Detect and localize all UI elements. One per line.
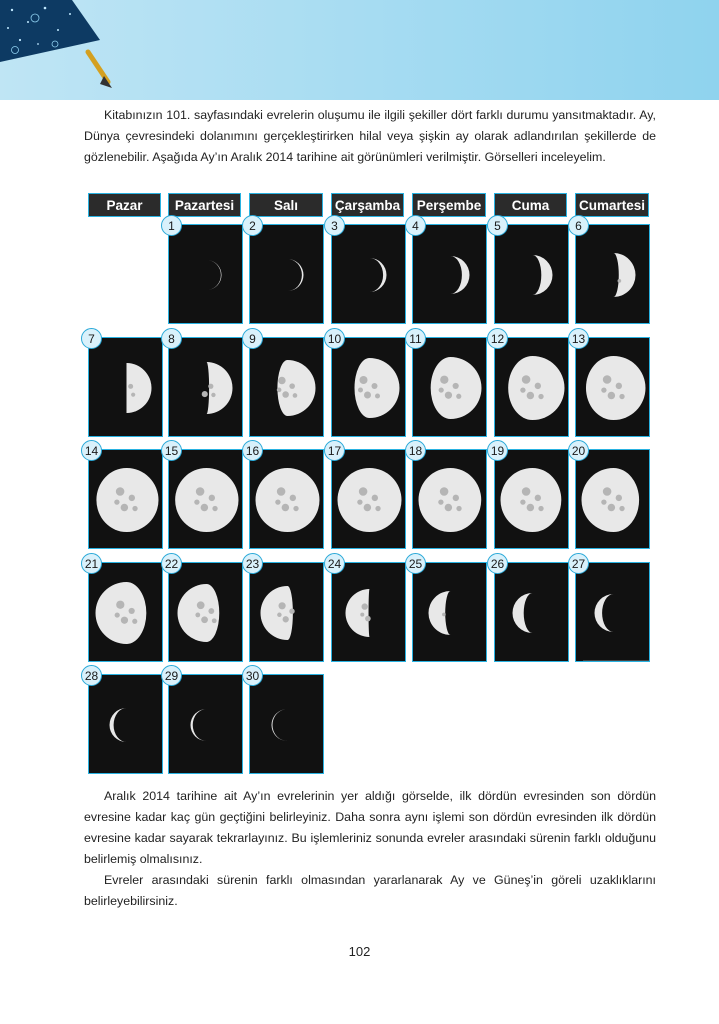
day-number-badge: 7 <box>81 328 102 349</box>
moon-lit-portion <box>272 709 288 741</box>
moon-crater <box>440 487 449 496</box>
moon-day-cell <box>88 331 163 437</box>
moon-crater <box>201 616 208 623</box>
moon-phase-icon <box>250 450 324 549</box>
moon-lit-portion <box>586 356 646 420</box>
weekday-wednesday: Çarşamba <box>331 193 404 217</box>
moon-crater <box>282 504 289 511</box>
moon-photo-frame <box>88 449 163 549</box>
moon-crater <box>359 487 368 496</box>
moon-photo-frame <box>168 337 243 437</box>
moon-lit-portion <box>419 468 482 532</box>
moon-crater <box>440 376 448 384</box>
moon-day-cell <box>164 443 243 549</box>
moon-phase-icon <box>576 450 650 549</box>
day-number-badge: 26 <box>487 553 508 574</box>
moon-phase-icon <box>169 338 243 437</box>
moon-phase-icon <box>89 338 163 437</box>
moon-day-cell <box>168 331 243 437</box>
moon-crater <box>601 499 606 504</box>
day-number-badge: 13 <box>568 328 589 349</box>
moon-phase-icon <box>495 225 569 324</box>
moon-crater <box>196 487 205 496</box>
moon-photo-frame <box>249 337 324 437</box>
day-number-badge: 25 <box>405 553 426 574</box>
moon-lit-portion <box>96 468 158 532</box>
bottom-paragraph-1: Aralık 2014 tarihine ait Ay’ın evrelerinin yer aldığı görselde, ilk dördün evresinden son dördün evresine kadar kaç gün geçtiğini belirleyiniz. Daha sonra aynı işlemi son dördün evresinden ilk dördün evresine kadar sayarak tekrarlayınız. Bu işlemleriniz sonunda evreler arasındaki sürenin farklı olduğunu belirlemiş olmalısınız. <box>84 789 656 866</box>
moon-photo-frame <box>249 449 324 549</box>
moon-photo-frame <box>331 337 406 437</box>
moon-day-cell <box>168 218 243 324</box>
moon-crater <box>357 499 362 504</box>
moon-lit-portion <box>582 468 640 532</box>
moon-photo-frame <box>412 449 487 549</box>
day-number-badge: 19 <box>487 440 508 461</box>
day-number-badge: 22 <box>161 553 182 574</box>
moon-day-cell <box>84 443 163 549</box>
moon-photo-frame <box>168 562 243 662</box>
moon-crater <box>608 392 615 399</box>
weekday-header <box>0 193 719 219</box>
moon-crater <box>129 608 135 614</box>
moon-lit-portion <box>614 253 636 297</box>
day-number-badge: 24 <box>324 553 345 574</box>
moon-lit-portion <box>175 468 238 532</box>
moon-phase-icon <box>89 563 163 662</box>
moon-phase-icon <box>169 563 243 662</box>
moon-photo-frame <box>575 562 650 662</box>
moon-lit-portion <box>96 582 147 644</box>
moon-day-cell <box>164 556 243 662</box>
moon-crater <box>520 499 525 504</box>
moon-phase-icon <box>495 563 569 662</box>
moon-crater <box>535 383 541 389</box>
day-number-badge: 29 <box>161 665 182 686</box>
moon-crater <box>289 609 294 614</box>
moon-lit-portion <box>288 259 304 291</box>
moon-day-cell <box>408 443 487 549</box>
moon-crater <box>290 495 296 501</box>
moon-crater <box>538 506 543 511</box>
moon-day-cell <box>245 556 324 662</box>
weekday-monday: Pazartesi <box>168 193 241 217</box>
moon-photo-frame <box>88 562 163 662</box>
moon-phase-icon <box>413 563 487 662</box>
moon-crater <box>438 499 443 504</box>
moon-photo-frame <box>331 449 406 549</box>
moon-crater <box>202 391 208 397</box>
moon-phase-icon <box>576 338 650 437</box>
moon-photo-frame <box>575 337 650 437</box>
moon-day-cell <box>408 556 487 662</box>
moon-photo-frame <box>494 224 569 324</box>
moon-day-cell <box>327 443 406 549</box>
moon-crater <box>619 394 624 399</box>
moon-crater <box>601 387 606 392</box>
moon-crater <box>527 504 534 511</box>
moon-crater <box>121 504 128 511</box>
moon-lit-portion <box>501 468 562 532</box>
moon-crater <box>279 602 286 609</box>
moon-crater <box>116 601 124 609</box>
day-number-badge: 9 <box>242 328 263 349</box>
moon-crater <box>277 487 286 496</box>
moon-crater <box>364 392 371 399</box>
moon-phase-icon <box>413 225 487 324</box>
moon-phase-icon <box>332 450 406 549</box>
moon-crater <box>365 616 371 622</box>
moon-photo-frame <box>168 224 243 324</box>
moon-crater <box>372 383 378 389</box>
weekday-saturday: Cumartesi <box>575 193 649 217</box>
moon-crater <box>197 601 205 609</box>
weekday-sunday: Pazar <box>88 193 161 217</box>
bottom-text <box>84 786 656 912</box>
moon-day-cell <box>494 218 569 324</box>
moon-crater <box>208 384 213 389</box>
moon-crater <box>195 613 200 618</box>
day-number-badge: 2 <box>242 215 263 236</box>
moon-crater <box>211 393 215 397</box>
moon-crater <box>131 393 135 397</box>
day-number-badge: 28 <box>81 665 102 686</box>
moon-crater <box>453 495 459 501</box>
moon-phase-icon <box>169 450 243 549</box>
moon-day-cell <box>409 331 487 437</box>
moon-phase-icon <box>169 225 243 324</box>
moon-photo-frame <box>88 674 163 774</box>
moon-crater <box>603 375 612 384</box>
moon-crater <box>114 499 119 504</box>
moon-phase-icon <box>250 338 324 437</box>
moon-day-cell <box>571 443 650 549</box>
moon-crater <box>362 603 368 609</box>
moon-photo-frame <box>331 224 406 324</box>
moon-photo-frame <box>331 562 406 662</box>
moon-lit-portion <box>207 260 222 290</box>
moon-day-cell <box>571 556 650 662</box>
moon-photo-frame <box>494 337 569 437</box>
divider-line <box>583 660 649 661</box>
moon-crater <box>445 504 452 511</box>
moon-phase-icon <box>413 338 487 437</box>
moon-crater <box>616 383 622 389</box>
moon-crater <box>453 383 459 389</box>
intro-paragraph: Kitabınızın 101. sayfasındaki evrelerin oluşumu ile ilgili şekiller dört farklı durumu yansıtmaktadır. Ay, Dünya çevresindeki dolanımını gerçekleştirirken hilal veya şişkin ay olarak adlandırılan şekillerde de gözlenebilir. Aşağıda Ay’ın Aralık 2014 tarihine ait görünümleri verilmiştir. Görselleri inceleyelim. <box>84 108 656 164</box>
moon-photo-frame <box>412 562 487 662</box>
moon-photo-frame <box>249 562 324 662</box>
day-number-badge: 17 <box>324 440 345 461</box>
moon-crater <box>442 613 446 617</box>
bottom-paragraph-2: Evreler arasındaki sürenin farklı olmasından yararlanarak Ay ve Güneş’in göreli uzaklıklarını belirleyebilirsiniz. <box>84 873 656 908</box>
moon-crater <box>277 388 282 393</box>
moon-phase-icon <box>413 450 487 549</box>
moon-crater <box>538 394 543 399</box>
moon-crater <box>364 504 371 511</box>
moon-lit-portion <box>261 586 293 640</box>
moon-crater <box>358 388 363 393</box>
page-banner <box>0 0 719 100</box>
moon-lit-portion <box>110 708 127 742</box>
moon-photo-frame <box>412 224 487 324</box>
moon-crater <box>616 495 622 501</box>
moon-photo-frame <box>412 337 487 437</box>
moon-crater <box>278 377 285 384</box>
moon-crater <box>282 391 289 398</box>
moon-crater <box>375 506 380 511</box>
moon-crater <box>439 387 444 392</box>
starry-pen-illustration <box>0 0 130 100</box>
moon-phase-icon <box>332 563 406 662</box>
moon-phase-icon <box>89 450 163 549</box>
moon-crater <box>535 495 541 501</box>
moon-phase-icon <box>250 675 324 774</box>
day-number-badge: 4 <box>405 215 426 236</box>
moon-crater <box>115 612 120 617</box>
moon-day-cell <box>331 218 406 324</box>
weekday-friday: Cuma <box>494 193 567 217</box>
moon-crater <box>132 506 137 511</box>
moon-crater <box>132 619 137 624</box>
day-number-badge: 11 <box>405 328 426 349</box>
moon-crater <box>128 384 133 389</box>
moon-crater <box>116 487 125 496</box>
moon-day-cell <box>84 668 163 774</box>
day-number-badge: 14 <box>81 440 102 461</box>
day-number-badge: 23 <box>242 553 263 574</box>
moon-phase-icon <box>576 225 650 324</box>
day-number-badge: 12 <box>487 328 508 349</box>
moon-phase-icon <box>250 225 324 324</box>
moon-day-cell <box>327 331 406 437</box>
moon-crater <box>520 387 525 392</box>
moon-photo-frame <box>575 224 650 324</box>
day-number-badge: 20 <box>568 440 589 461</box>
moon-lit-portion <box>595 594 614 632</box>
moon-photo-frame <box>88 337 163 437</box>
moon-crater <box>603 487 612 496</box>
moon-day-cell <box>571 331 650 437</box>
moon-crater <box>283 616 289 622</box>
day-number-badge: 30 <box>242 665 263 686</box>
moon-day-cell <box>327 556 406 662</box>
moon-crater <box>275 499 280 504</box>
moon-day-cell <box>164 668 243 774</box>
moon-day-cell <box>490 331 569 437</box>
moon-lit-portion <box>429 591 451 635</box>
moon-crater <box>619 506 624 511</box>
moon-day-cell <box>490 556 569 662</box>
day-number-badge: 27 <box>568 553 589 574</box>
moon-crater <box>277 613 282 618</box>
moon-lit-portion <box>338 468 402 532</box>
moon-photo-frame <box>494 449 569 549</box>
moon-crater <box>121 617 128 624</box>
day-number-badge: 1 <box>161 215 182 236</box>
moon-lit-portion <box>346 589 370 637</box>
moon-photo-frame <box>168 674 243 774</box>
moon-crater <box>289 383 295 389</box>
moon-photo-frame <box>575 449 650 549</box>
moon-photo-frame <box>168 449 243 549</box>
moon-day-cell <box>84 556 163 662</box>
moon-lit-portion <box>256 468 320 532</box>
moon-phase-icon <box>495 338 569 437</box>
moon-day-cell <box>490 443 569 549</box>
moon-photo-frame <box>494 562 569 662</box>
day-number-badge: 6 <box>568 215 589 236</box>
weekday-thursday: Perşembe <box>412 193 486 217</box>
moon-crater <box>201 504 208 511</box>
weekday-tuesday: Salı <box>249 193 323 217</box>
moon-crater <box>194 499 199 504</box>
moon-crater <box>375 394 380 399</box>
moon-crater <box>208 608 214 614</box>
moon-crater <box>445 392 452 399</box>
moon-day-cell <box>245 443 324 549</box>
day-number-badge: 21 <box>81 553 102 574</box>
moon-lit-portion <box>513 593 533 633</box>
moon-phase-icon <box>89 675 163 774</box>
moon-lit-portion <box>370 258 387 292</box>
day-number-badge: 3 <box>324 215 345 236</box>
moon-day-cell <box>412 218 487 324</box>
moon-phase-icon <box>332 338 406 437</box>
day-number-badge: 15 <box>161 440 182 461</box>
moon-crater <box>527 392 534 399</box>
moon-phase-icon <box>576 563 650 662</box>
moon-lit-portion <box>277 360 315 416</box>
page-number: 102 <box>348 944 371 959</box>
day-number-badge: 5 <box>487 215 508 236</box>
moon-lit-portion <box>451 256 470 294</box>
moon-crater <box>372 495 378 501</box>
moon-photo-frame <box>249 674 324 774</box>
moon-lit-portion <box>533 255 553 295</box>
moon-crater <box>293 506 298 511</box>
day-number-badge: 16 <box>242 440 263 461</box>
moon-crater <box>212 618 217 623</box>
moon-crater <box>456 506 461 511</box>
moon-day-cell <box>249 218 324 324</box>
moon-crater <box>522 375 531 384</box>
moon-phase-icon <box>250 563 324 662</box>
moon-crater <box>360 613 364 617</box>
moon-phase-icon <box>495 450 569 549</box>
day-number-badge: 10 <box>324 328 345 349</box>
moon-phase-icon <box>332 225 406 324</box>
day-number-badge: 18 <box>405 440 426 461</box>
intro-text <box>84 105 656 168</box>
moon-day-cell <box>575 218 650 324</box>
moon-crater <box>209 495 215 501</box>
moon-lit-portion <box>191 709 207 741</box>
moon-crater <box>212 506 217 511</box>
moon-crater <box>618 279 622 283</box>
moon-day-cell <box>245 668 324 774</box>
moon-crater <box>522 487 531 496</box>
moon-crater <box>456 394 461 399</box>
moon-crater <box>608 504 615 511</box>
day-number-badge: 8 <box>161 328 182 349</box>
moon-day-cell <box>249 331 324 437</box>
moon-crater <box>360 376 368 384</box>
moon-phase-icon <box>169 675 243 774</box>
moon-crater <box>293 393 298 398</box>
moon-crater <box>129 495 135 501</box>
moon-photo-frame <box>249 224 324 324</box>
